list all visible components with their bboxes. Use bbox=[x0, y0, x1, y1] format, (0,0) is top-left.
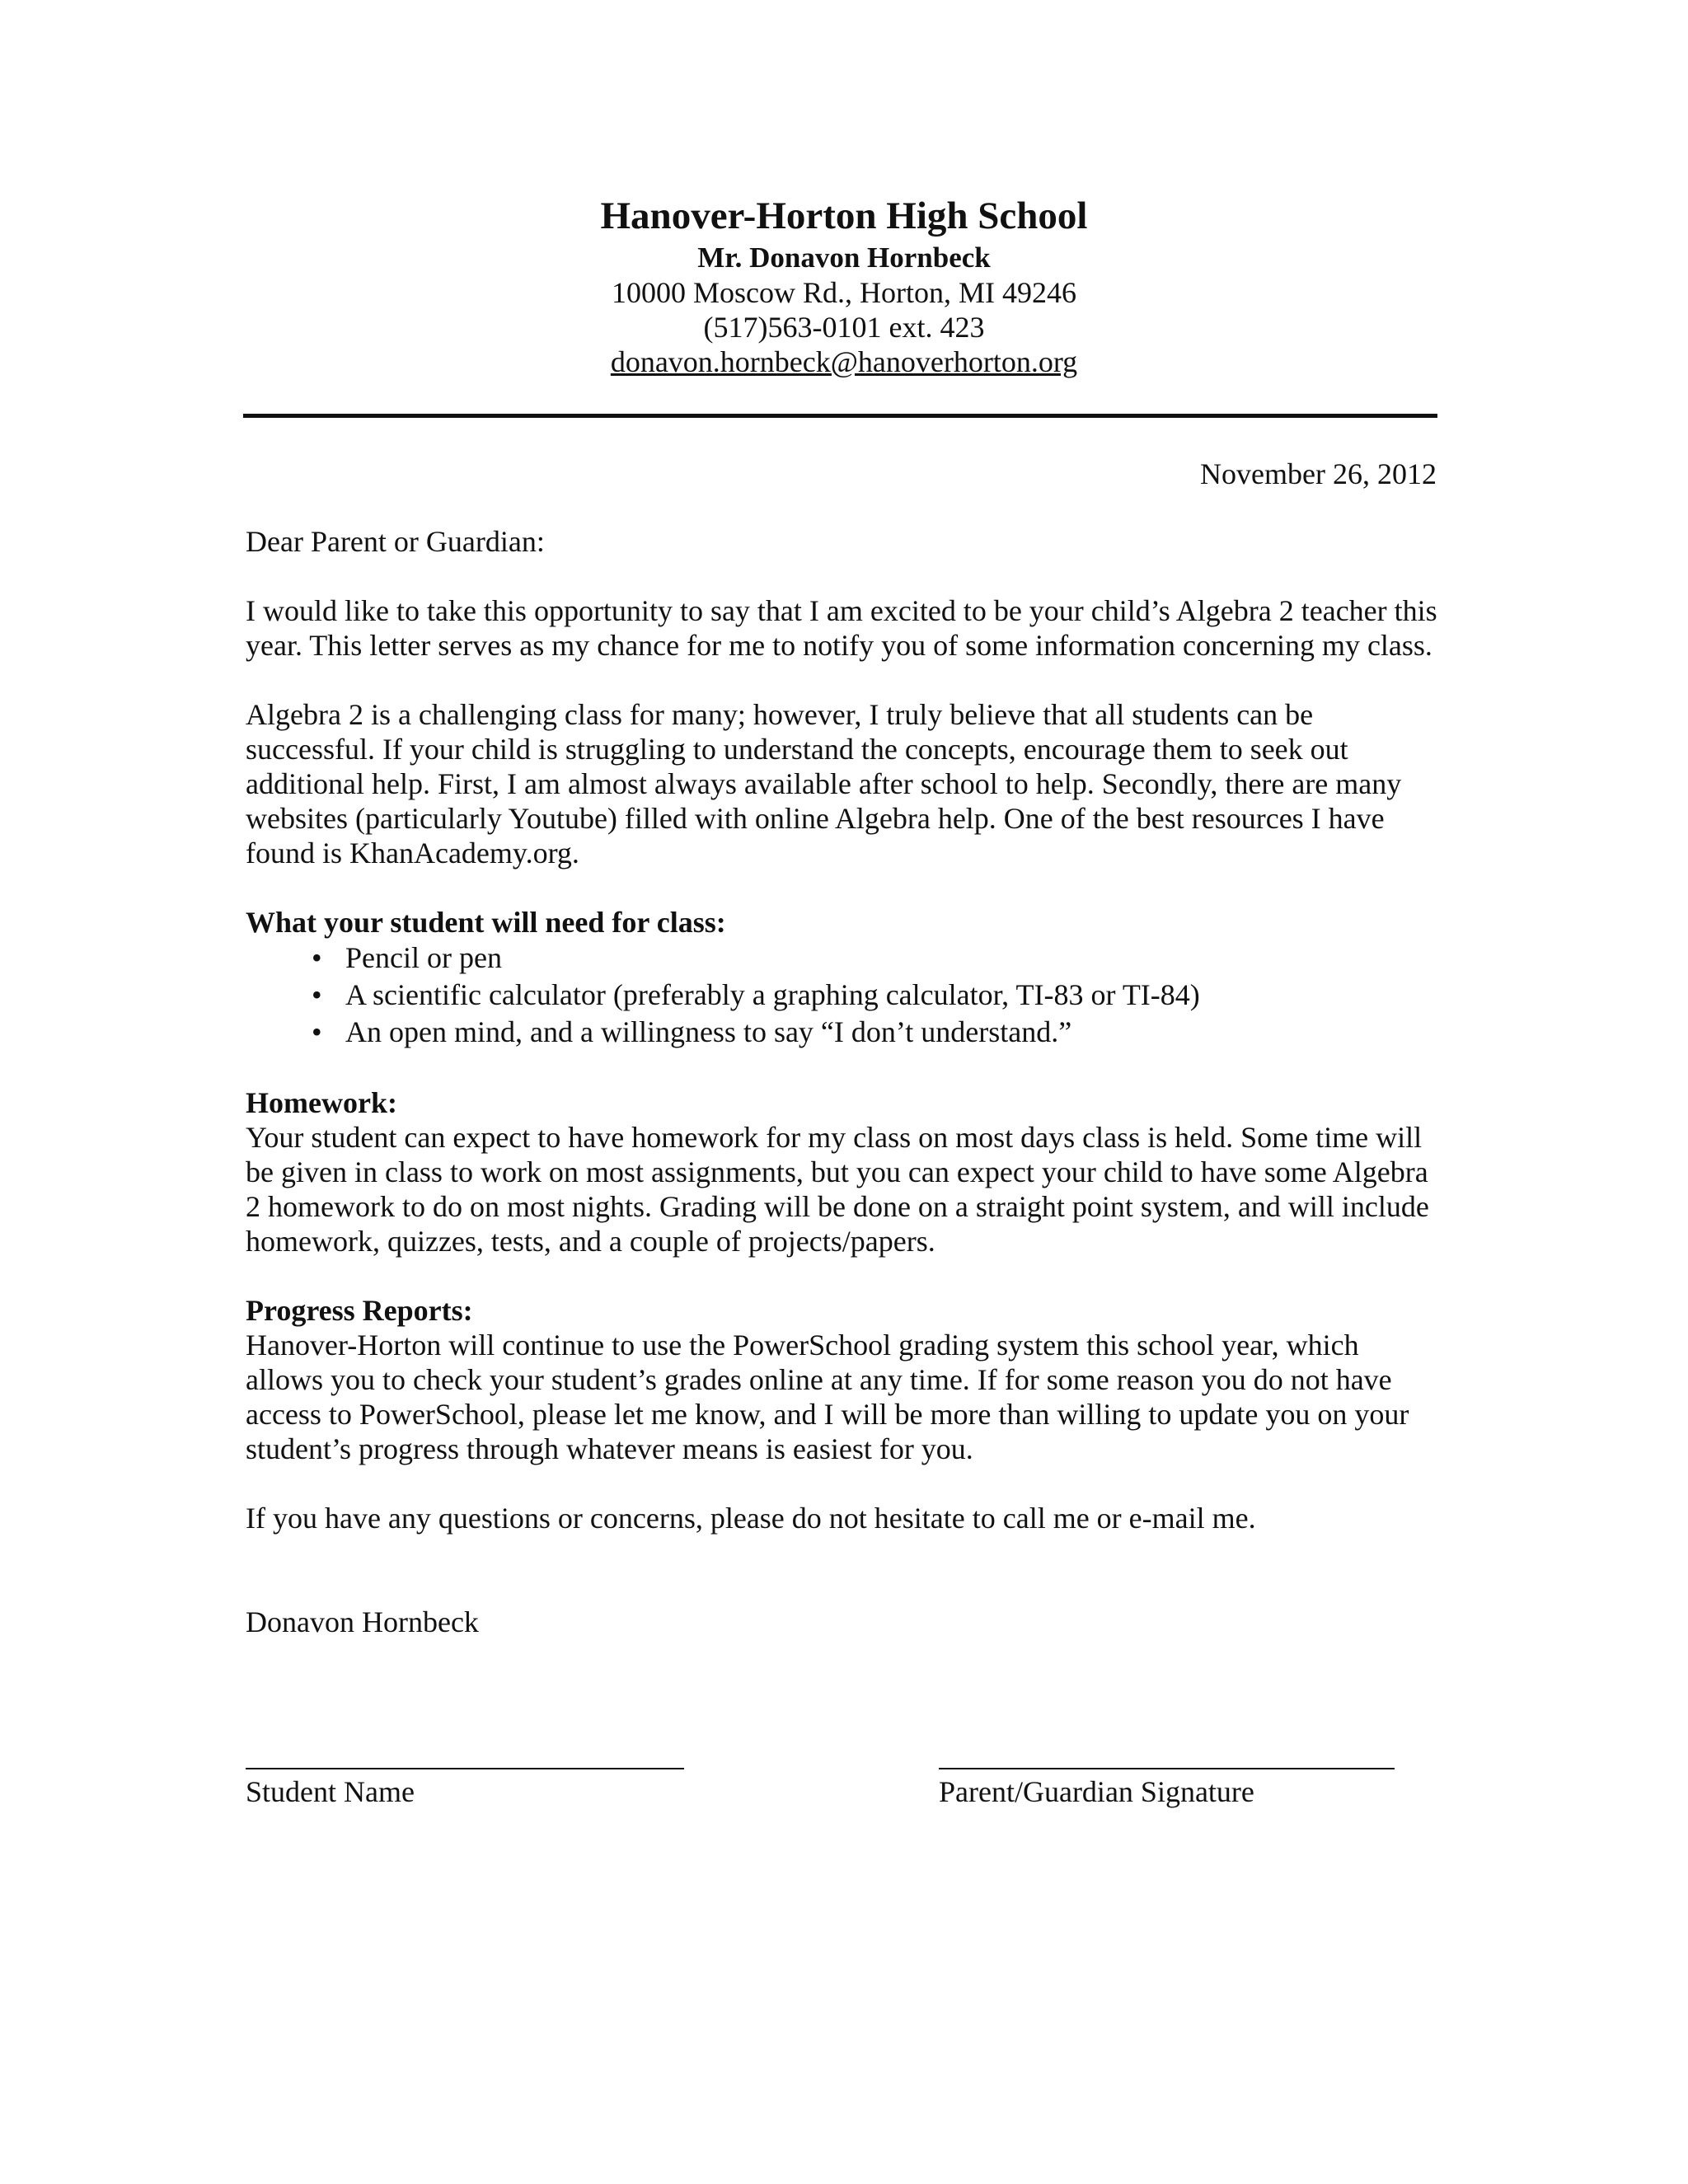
salutation: Dear Parent or Guardian: bbox=[246, 525, 545, 558]
needs-heading: What your student will need for class: bbox=[246, 906, 726, 939]
student-name-label: Student Name bbox=[246, 1775, 415, 1808]
list-item: • A scientific calculator (preferably a graphing calculator, TI-83 or TI-84) bbox=[246, 977, 1437, 1014]
parent-signature-label: Parent/Guardian Signature bbox=[939, 1775, 1254, 1808]
letter-date: November 26, 2012 bbox=[1200, 457, 1437, 490]
list-item: • An open mind, and a willingness to say “I don’t understand.” bbox=[246, 1014, 1437, 1051]
school-address: 10000 Moscow Rd., Horton, MI 49246 bbox=[612, 276, 1076, 309]
header-divider bbox=[243, 414, 1437, 418]
teacher-name: Mr. Donavon Hornbeck bbox=[697, 241, 991, 274]
homework-paragraph: Your student can expect to have homework for my class on most days class is held. Some time will be given in class to work on most assignments, but you can expect your child to have some Algebra 2 homework to do on most nights. Grading will be done on a straight point system, and will include homework, quizzes, tests, and a couple of projects/papers. bbox=[246, 1121, 1429, 1258]
parent-signature-line bbox=[939, 1768, 1395, 1769]
school-phone: (517)563-0101 ext. 423 bbox=[703, 311, 985, 344]
bullet-icon: • bbox=[312, 978, 322, 1011]
email-link[interactable]: donavon.hornbeck@hanoverhorton.org bbox=[610, 345, 1078, 378]
challenge-paragraph: Algebra 2 is a challenging class for many; however, I truly believe that all students can be successful. If your child is struggling to understand the concepts, encourage them to seek out additional help. First, I am almost always available after school to help. Secondly, there are many websites (particularly Youtube) filled with online Algebra help. One of the best resources I have found is KhanAcademy.org. bbox=[246, 698, 1402, 869]
parent-signature-field[interactable] bbox=[939, 1768, 1395, 1809]
needs-list bbox=[246, 940, 1437, 1051]
intro-paragraph: I would like to take this opportunity to say that I am excited to be your child’s Algebra 2 teacher this year. This letter serves as my chance for me to notify you of some information concerning my class. bbox=[246, 594, 1437, 662]
progress-heading: Progress Reports: bbox=[246, 1294, 473, 1327]
student-signature-line bbox=[246, 1768, 684, 1769]
school-name: Hanover-Horton High School bbox=[600, 194, 1088, 237]
letter-body bbox=[246, 524, 1437, 1639]
letterhead bbox=[0, 191, 1688, 379]
bullet-icon: • bbox=[312, 941, 322, 974]
homework-heading: Homework: bbox=[246, 1086, 397, 1119]
closing-paragraph: If you have any questions or concerns, please do not hesitate to call me or e-mail me. bbox=[246, 1502, 1256, 1535]
student-name-field[interactable] bbox=[246, 1768, 684, 1809]
bullet-icon: • bbox=[312, 1015, 322, 1048]
signature-name: Donavon Hornbeck bbox=[246, 1605, 479, 1638]
progress-paragraph: Hanover-Horton will continue to use the PowerSchool grading system this school year, which allows you to check your student’s grades online at any time. If for some reason you do not have access to PowerSchool, please let me know, and I will be more than willing to update you on your student’s progress through whatever means is easiest for you. bbox=[246, 1329, 1409, 1465]
list-item: • Pencil or pen bbox=[246, 940, 1437, 977]
